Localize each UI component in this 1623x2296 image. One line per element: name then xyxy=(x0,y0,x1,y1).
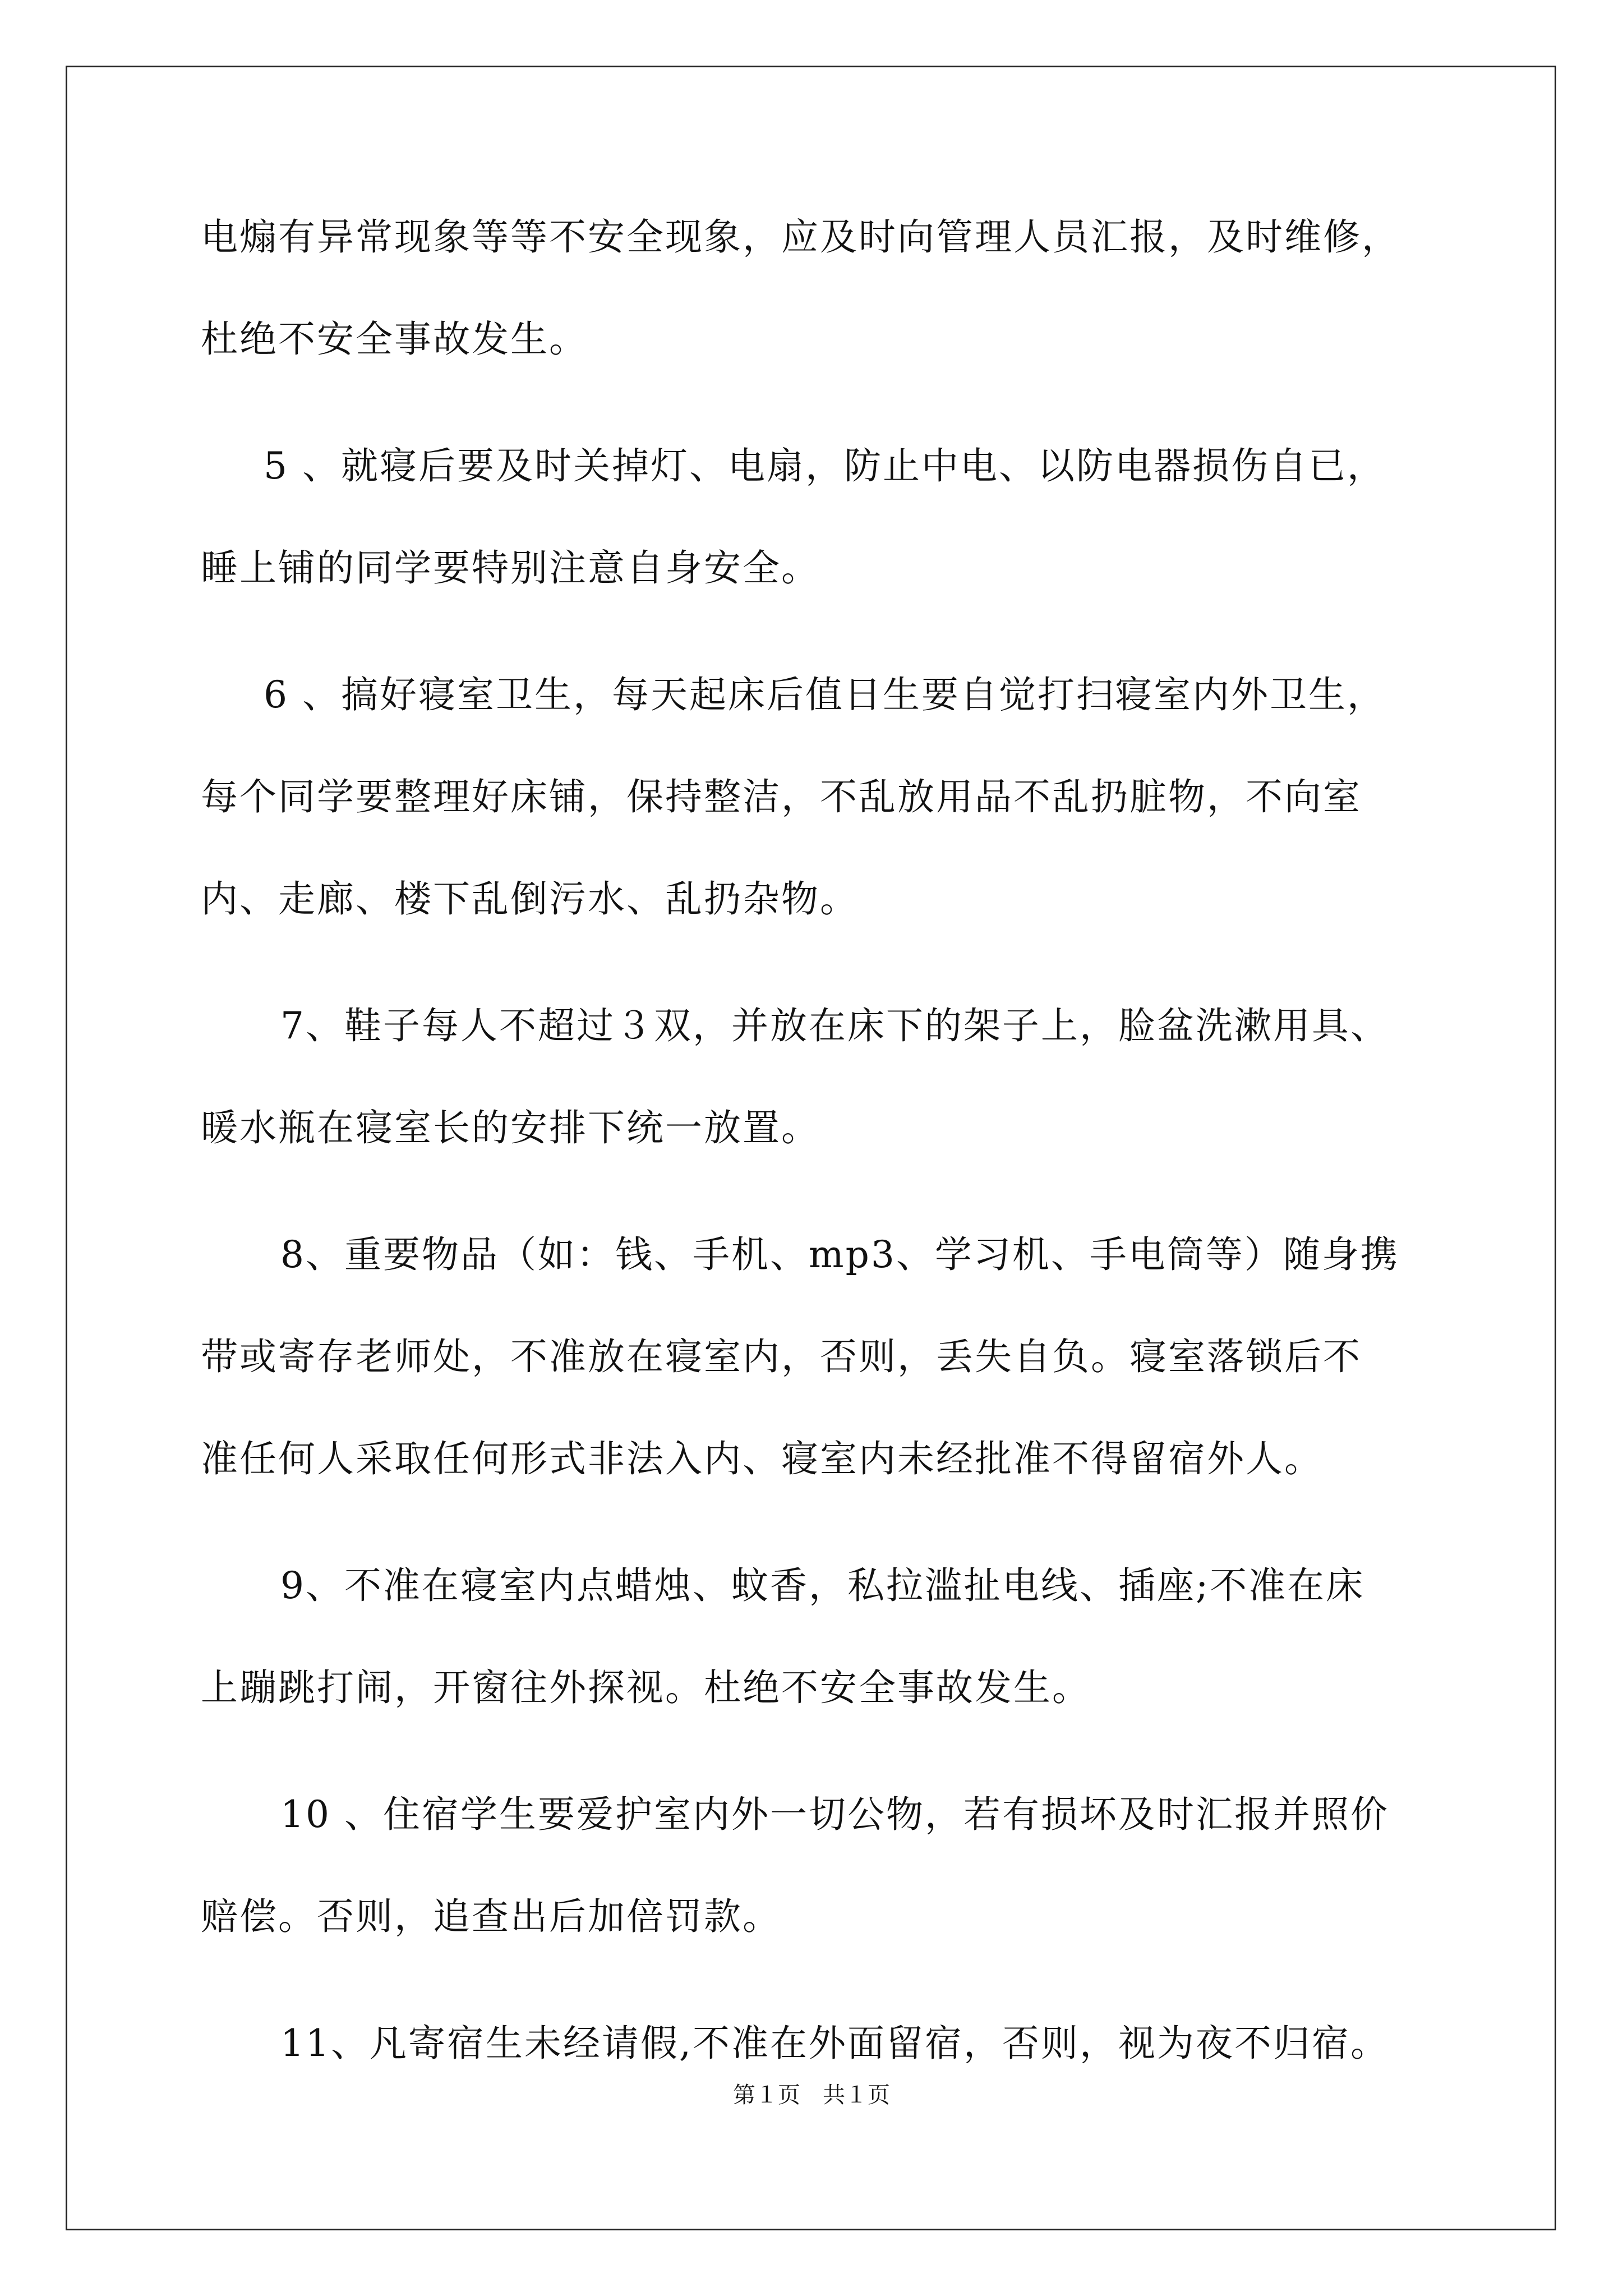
text-line-1: 电煽有异常现象等等不安全现象，应及时向管理人员汇报，及时维修， xyxy=(201,215,1400,259)
text-line-5: 6 、搞好寝室卫生，每天起床后值日生要自觉打扫寝室内外卫生， xyxy=(264,673,1386,716)
text-line-2: 杜绝不安全事故发生。 xyxy=(201,318,588,361)
text-line-8: 7、鞋子每人不超过３双，并放在床下的架子上，脸盆洗漱用具、 xyxy=(280,1004,1389,1047)
text-line-12: 准任何人采取任何形式非法入内、寝室内未经批准不得留宿外人。 xyxy=(201,1437,1323,1480)
page-footer: 第１页 共１页 xyxy=(733,2082,890,2108)
text-line-7: 内、走廊、楼下乱倒污水、乱扔杂物。 xyxy=(201,877,859,921)
text-line-3: 5 、就寝后要及时关掉灯、电扇，防止中电、以防电器损伤自已， xyxy=(264,444,1386,487)
text-line-11: 带或寄存老师处，不准放在寝室内，否则，丢失自负。寝室落锁后不 xyxy=(201,1335,1362,1378)
text-line-14: 上蹦跳打闹，开窗往外探视。杜绝不安全事故发生。 xyxy=(201,1666,1091,1709)
text-line-6: 每个同学要整理好床铺，保持整洁，不乱放用品不乱扔脏物，不向室 xyxy=(201,775,1362,818)
text-line-4: 睡上铺的同学要特别注意自身安全。 xyxy=(201,546,820,590)
text-line-10: 8、重要物品（如：钱、手机、mp3、学习机、手电筒等）随身携 xyxy=(280,1233,1399,1276)
text-line-15: 10 、住宿学生要爱护室内外一切公物，若有损坏及时汇报并照价 xyxy=(280,1793,1389,1836)
text-line-13: 9、不准在寝室内点蜡烛、蚊香，私拉滥扯电线、插座;不准在床 xyxy=(280,1564,1365,1607)
text-line-16: 赔偿。否则，追查出后加倍罚款。 xyxy=(201,1895,781,1938)
text-line-17: 11、凡寄宿生未经请假,不准在外面留宿，否则，视为夜不归宿。 xyxy=(280,2022,1389,2065)
text-line-9: 暖水瓶在寝室长的安排下统一放置。 xyxy=(201,1106,820,1149)
